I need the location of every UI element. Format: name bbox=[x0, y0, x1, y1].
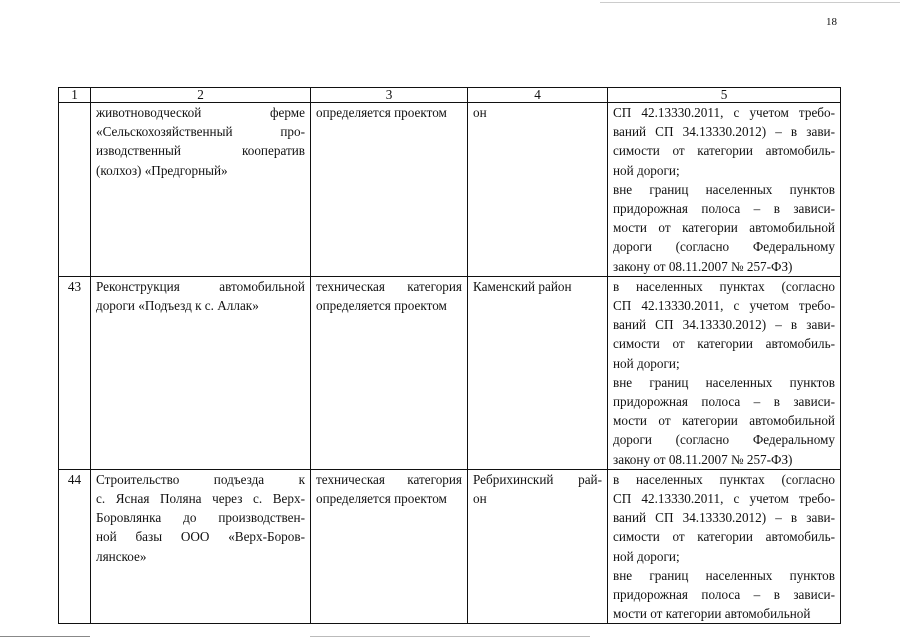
cell-line: мости от категории автомобильной bbox=[613, 606, 811, 622]
cell-line: дороги «Подъезд к с. Аллак» bbox=[96, 298, 259, 314]
cell-line: СП 42.13330.2011, с учетом требо- bbox=[613, 105, 835, 120]
scan-artifact bbox=[310, 636, 590, 637]
cell-line: Строительство подъезда к bbox=[96, 471, 305, 487]
column-header: 4 bbox=[468, 88, 608, 103]
cell-line: Реконструкция автомобильной bbox=[96, 278, 305, 294]
cell-col2 bbox=[91, 276, 311, 469]
cell-line: ной дороги; bbox=[613, 162, 680, 178]
row-number: 44 bbox=[59, 469, 91, 624]
cell-line: ной дороги; bbox=[613, 355, 680, 371]
cell-line: животноводческой ферме bbox=[96, 105, 305, 120]
header-row bbox=[59, 88, 841, 103]
cell-line: в населенных пунктах (согласно bbox=[613, 471, 835, 487]
cell-col5 bbox=[608, 276, 841, 469]
cell-line: симости от категории автомобиль- bbox=[613, 143, 835, 159]
cell-col5 bbox=[608, 469, 841, 624]
cell-line: ваний СП 34.13330.2012) – в зави- bbox=[613, 510, 835, 526]
cell-line: вне границ населенных пунктов bbox=[613, 181, 835, 197]
cell-line: Ребрихинский рай- bbox=[473, 471, 602, 487]
cell-col3 bbox=[311, 469, 468, 624]
cell-line: определяется проектом bbox=[316, 105, 447, 120]
cell-line: техническая категория bbox=[316, 471, 462, 487]
cell-col3 bbox=[311, 276, 468, 469]
cell-line: СП 42.13330.2011, с учетом требо- bbox=[613, 298, 835, 314]
cell-line: симости от категории автомобиль- bbox=[613, 336, 835, 352]
scan-artifact bbox=[600, 2, 900, 3]
cell-line: изводственный кооператив bbox=[96, 143, 305, 159]
row-number bbox=[59, 103, 91, 277]
cell-col3 bbox=[311, 103, 468, 277]
cell-line: он bbox=[473, 105, 487, 120]
cell-line: вне границ населенных пунктов bbox=[613, 567, 835, 583]
cell-line: ной базы ООО «Верх-Боров- bbox=[96, 529, 305, 545]
column-header: 1 bbox=[59, 88, 91, 103]
table-row bbox=[59, 469, 841, 624]
column-header: 3 bbox=[311, 88, 468, 103]
cell-line: ной дороги; bbox=[613, 548, 680, 564]
table-row bbox=[59, 276, 841, 469]
cell-line: придорожная полоса – в зависи- bbox=[613, 587, 835, 603]
column-header: 5 bbox=[608, 88, 841, 103]
cell-line: СП 42.13330.2011, с учетом требо- bbox=[613, 491, 835, 507]
cell-col2 bbox=[91, 103, 311, 277]
cell-line: вне границ населенных пунктов bbox=[613, 374, 835, 390]
cell-line: закону от 08.11.2007 № 257-ФЗ) bbox=[613, 258, 793, 274]
row-number: 43 bbox=[59, 276, 91, 469]
table-row bbox=[59, 103, 841, 277]
cell-line: Каменский район bbox=[473, 278, 572, 294]
cell-line: дороги (согласно Федеральному bbox=[613, 239, 835, 255]
cell-line: закону от 08.11.2007 № 257-ФЗ) bbox=[613, 451, 793, 467]
scan-artifact bbox=[0, 636, 90, 637]
cell-line: он bbox=[473, 491, 487, 507]
cell-line: техническая категория bbox=[316, 278, 462, 294]
cell-line: лянское» bbox=[96, 548, 147, 564]
cell-col2 bbox=[91, 469, 311, 624]
cell-line: придорожная полоса – в зависи- bbox=[613, 201, 835, 217]
column-header: 2 bbox=[91, 88, 311, 103]
cell-col4 bbox=[468, 276, 608, 469]
cell-line: в населенных пунктах (согласно bbox=[613, 278, 835, 294]
cell-line: определяется проектом bbox=[316, 298, 447, 314]
page-number: 18 bbox=[826, 16, 837, 28]
cell-line: определяется проектом bbox=[316, 491, 447, 507]
cell-col5 bbox=[608, 103, 841, 277]
cell-col4 bbox=[468, 103, 608, 277]
cell-line: «Сельскохозяйственный про- bbox=[96, 124, 305, 140]
cell-line: Боровлянка до производствен- bbox=[96, 510, 305, 526]
cell-line: мости от категории автомобильной bbox=[613, 413, 835, 429]
cell-line: симости от категории автомобиль- bbox=[613, 529, 835, 545]
cell-line: ваний СП 34.13330.2012) – в зави- bbox=[613, 317, 835, 333]
document-table bbox=[58, 87, 841, 624]
cell-line: дороги (согласно Федеральному bbox=[613, 432, 835, 448]
cell-line: ваний СП 34.13330.2012) – в зави- bbox=[613, 124, 835, 140]
cell-line: с. Ясная Поляна через с. Верх- bbox=[96, 491, 305, 507]
cell-line: (колхоз) «Предгорный» bbox=[96, 162, 228, 178]
cell-line: мости от категории автомобильной bbox=[613, 220, 835, 236]
cell-line: придорожная полоса – в зависи- bbox=[613, 394, 835, 410]
cell-col4 bbox=[468, 469, 608, 624]
